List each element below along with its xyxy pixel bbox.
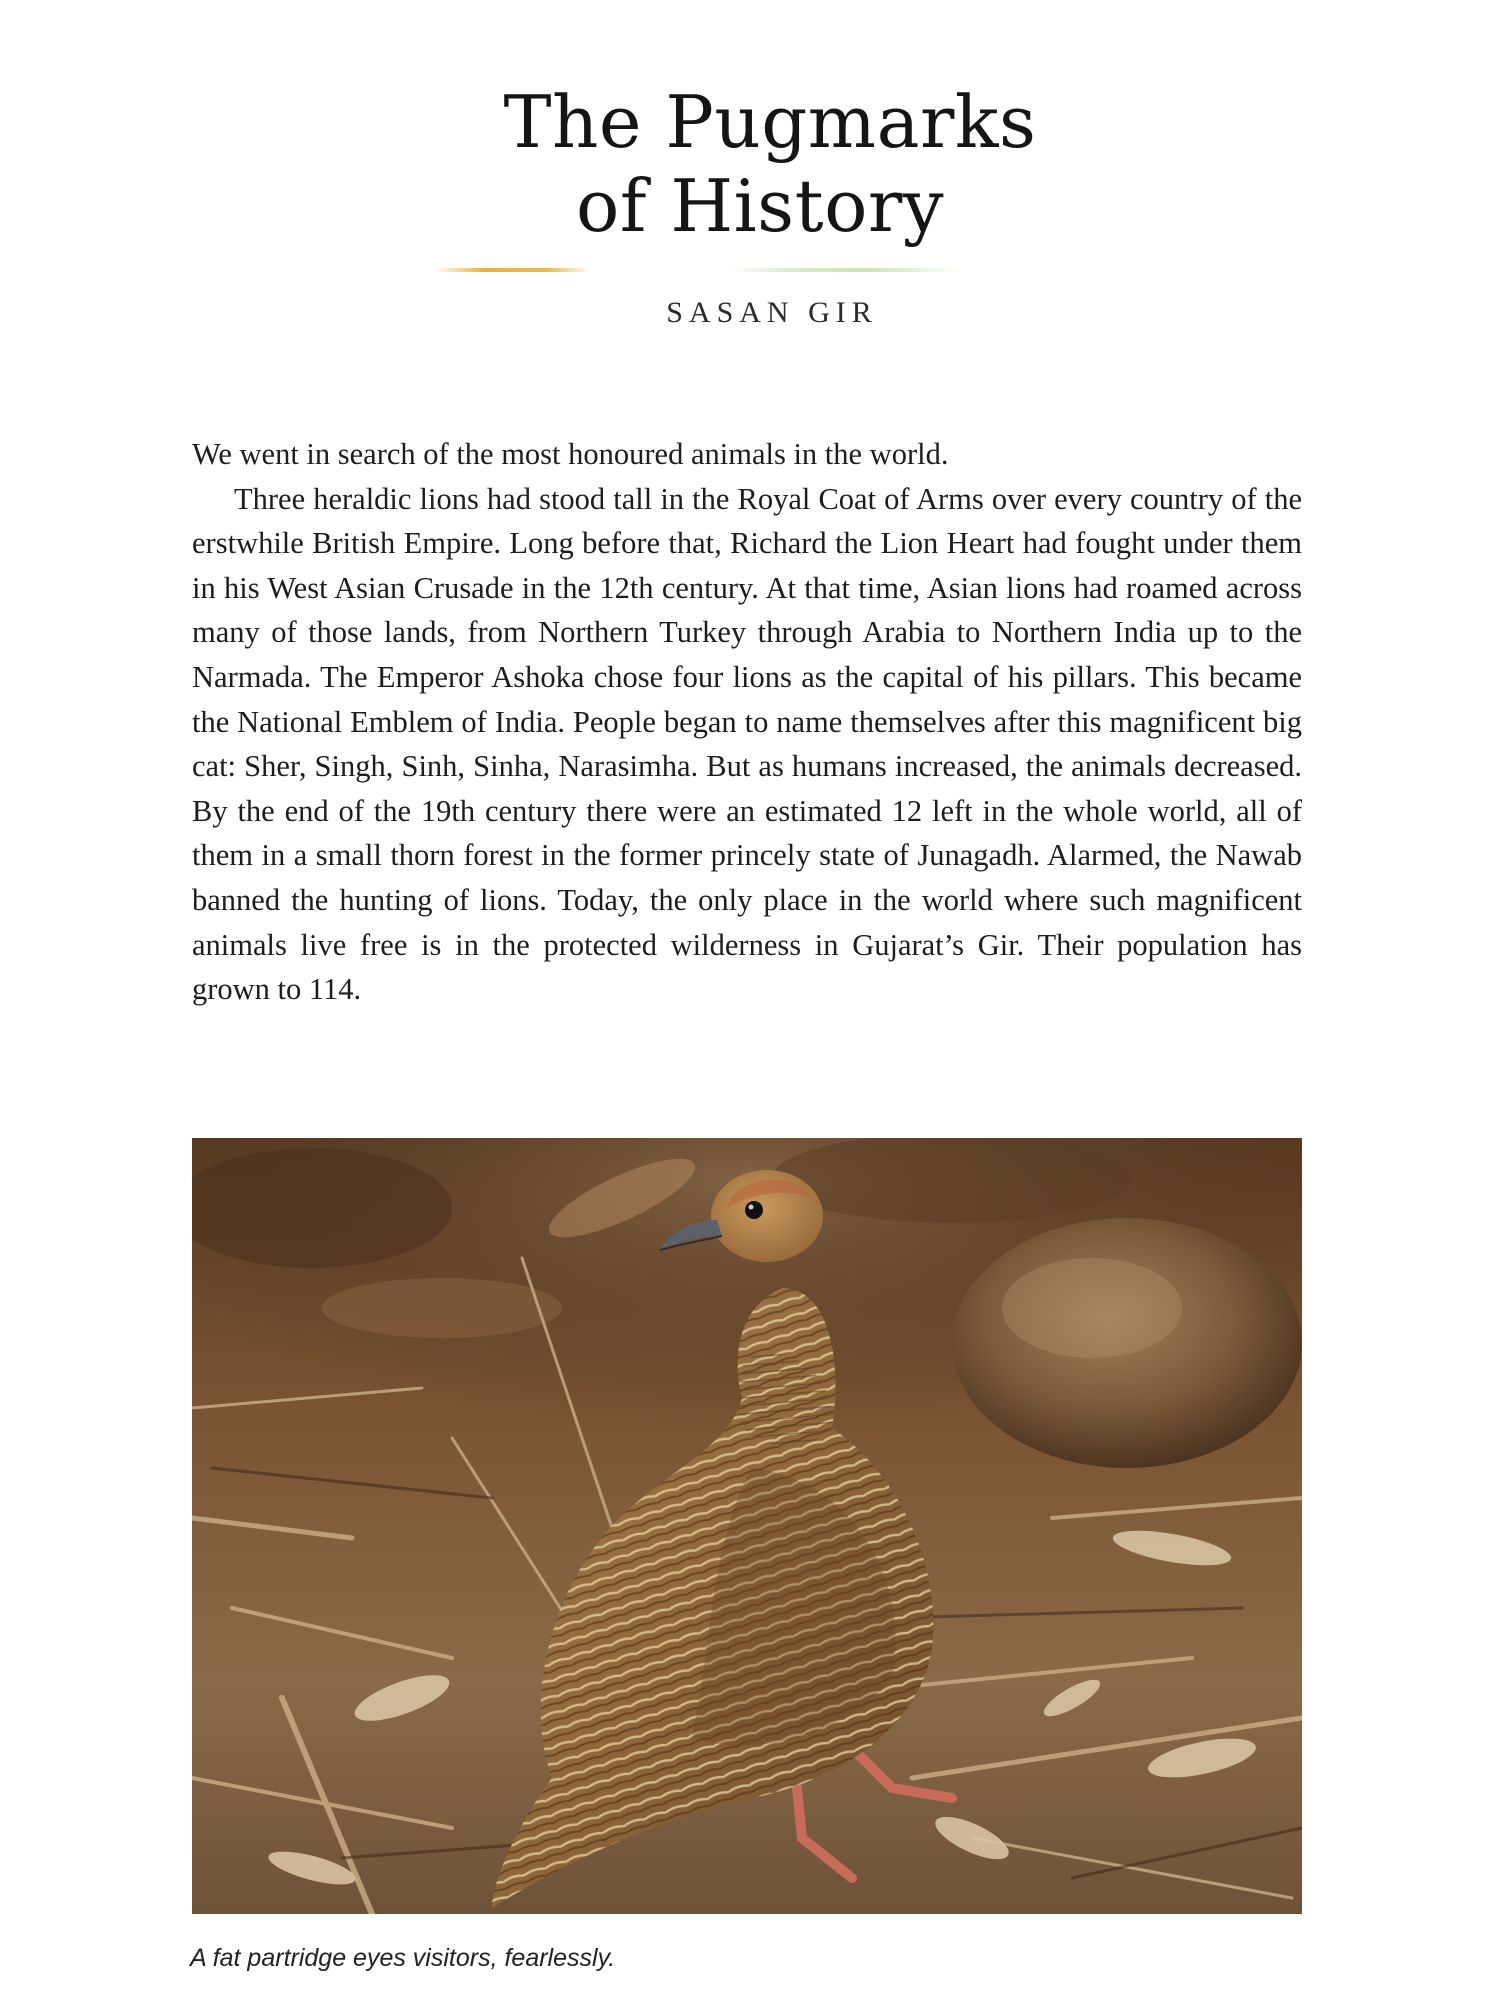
title-line-2: of History	[575, 164, 945, 248]
partridge-photo	[192, 1138, 1302, 1914]
paragraph-intro: We went in search of the most honoured animals in the world.	[192, 437, 949, 471]
article-body	[192, 432, 1302, 1012]
title-line-1: The Pugmarks	[503, 80, 1037, 164]
article-subtitle: SASAN GIR	[666, 296, 878, 329]
photo-caption: A fat partridge eyes visitors, fearlessly.	[190, 1944, 616, 1972]
article-title	[0, 80, 1500, 248]
title-divider	[432, 268, 962, 272]
paragraph-main: Three heraldic lions had stood tall in the Royal Coat of Arms over every country of the erstwhile British Empire. Long before that, Richard the Lion Heart had fought under them in his West Asian Crusade in the 12th century. At that time, Asian lions had roamed across many of those lands, from Northern Turkey through Arabia to Northern India up to the Narmada. The Emperor Ashoka chose four lions as the capital of his pillars. This became the National Emblem of India. People began to name themselves after this magnificent big cat: Sher, Singh, Sinh, Sinha, Narasimha. But as humans increased, the animals decreased. By the end of the 19th century there were an estimated 12 left in the whole world, all of them in a small thorn forest in the former princely state of Junagadh. Alarmed, the Nawab banned the hunting of lions. Today, the only place in the world where such magnificent animals live free is in the protected wilderness in Gujarat’s Gir. Their population has grown to 114.	[192, 481, 1302, 1007]
